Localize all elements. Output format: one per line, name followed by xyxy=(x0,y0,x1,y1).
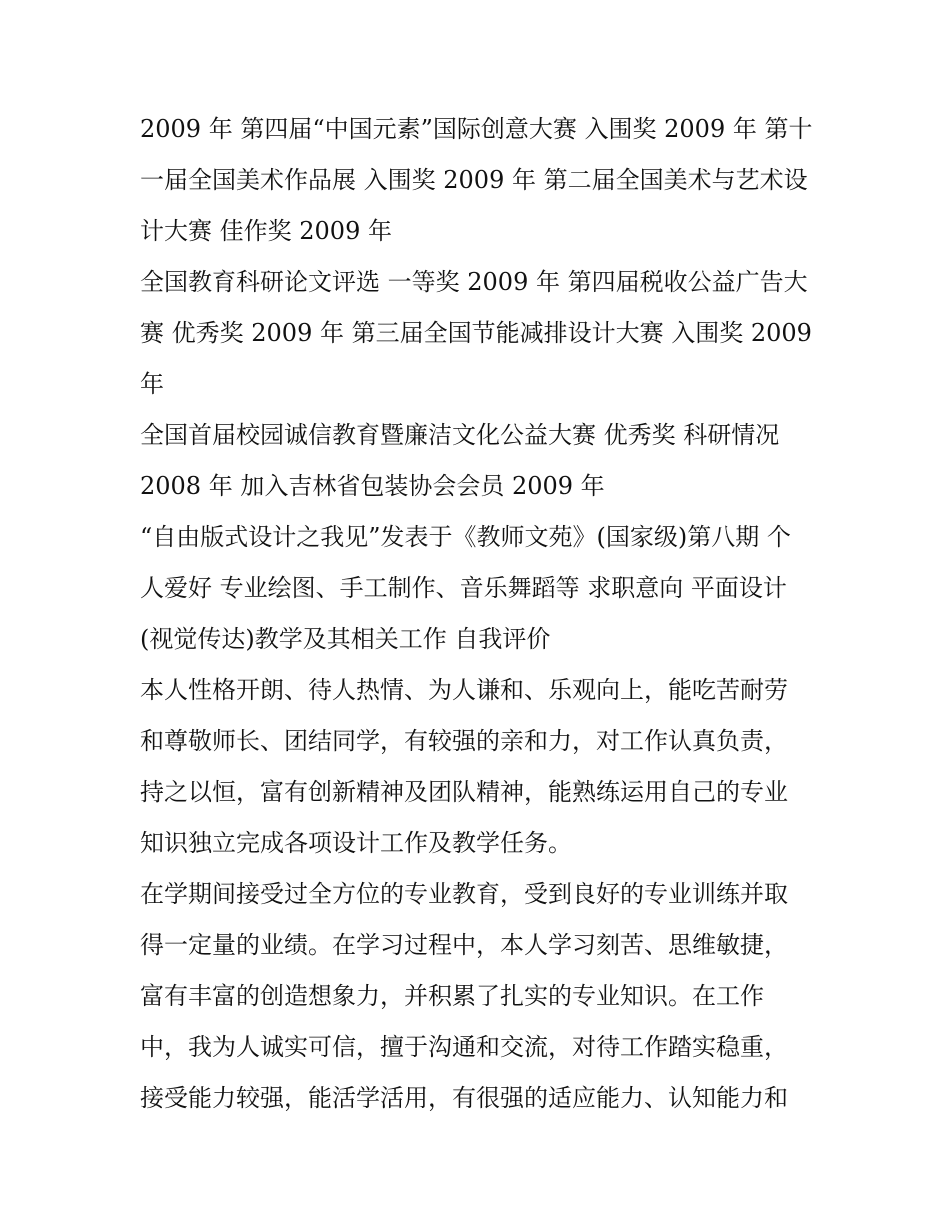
text-line: 得一定量的业绩。在学习过程中，本人学习刻苦、思维敏捷， xyxy=(140,931,788,959)
text-line: 全国教育科研论文评选 一等奖 2009 年 第四届税收公益广告大 xyxy=(140,268,808,296)
text-line: 赛 优秀奖 2009 年 第三届全国节能减排设计大赛 入围奖 2009 xyxy=(140,319,812,347)
document-body xyxy=(140,104,820,1124)
text-line: 接受能力较强，能活学活用，有很强的适应能力、认知能力和 xyxy=(140,1084,788,1112)
text-line: 年 xyxy=(140,370,164,398)
text-line: 知识独立完成各项设计工作及教学任务。 xyxy=(140,829,572,857)
text-line: 计大赛 佳作奖 2009 年 xyxy=(140,217,392,245)
text-line: 富有丰富的创造想象力，并积累了扎实的专业知识。在工作 xyxy=(140,982,764,1010)
text-line: “自由版式设计之我见”发表于《教师文苑》(国家级)第八期 个 xyxy=(140,523,791,551)
text-line: 人爱好 专业绘图、手工制作、音乐舞蹈等 求职意向 平面设计 xyxy=(140,574,787,602)
text-line: 2009 年 第四届“中国元素”国际创意大赛 入围奖 2009 年 第十 xyxy=(140,115,813,143)
text-line: 一届全国美术作品展 入围奖 2009 年 第二届全国美术与艺术设 xyxy=(140,166,808,194)
text-line: 在学期间接受过全方位的专业教育，受到良好的专业训练并取 xyxy=(140,880,788,908)
text-line: 持之以恒，富有创新精神及团队精神，能熟练运用自己的专业 xyxy=(140,778,788,806)
text-line: 中，我为人诚实可信，擅于沟通和交流，对待工作踏实稳重， xyxy=(140,1033,788,1061)
text-line: 本人性格开朗、待人热情、为人谦和、乐观向上，能吃苦耐劳 xyxy=(140,676,788,704)
text-line: 和尊敬师长、团结同学，有较强的亲和力，对工作认真负责， xyxy=(140,727,788,755)
text-line: 全国首届校园诚信教育暨廉洁文化公益大赛 优秀奖 科研情况 xyxy=(140,421,780,449)
text-line: (视觉传达)教学及其相关工作 自我评价 xyxy=(140,625,551,653)
text-line: 2008 年 加入吉林省包装协会会员 2009 年 xyxy=(140,472,605,500)
